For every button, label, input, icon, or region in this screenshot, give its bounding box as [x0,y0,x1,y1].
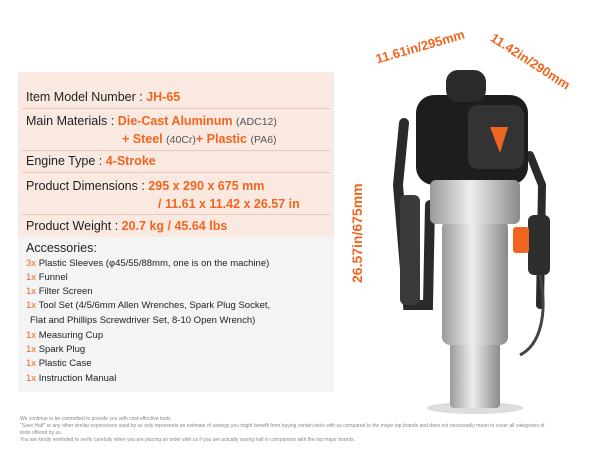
height-dimension-label: 26.57in/675mm [349,183,365,283]
depth-dimension-label: 11.42in/290mm [487,30,573,93]
footnote: "Save Half" or any other similar expressions used by us only represents an estimate of savings you might benefit from buying certain tools with us compared to the major top brands and does not necessarily mean to cover all categories of [20,423,545,429]
materials-value-2: + Steel [122,132,163,146]
main-tube [442,220,508,345]
weight-value: 20.7 kg / 45.64 lbs [121,219,228,233]
divider [22,150,330,151]
left-grip [400,195,420,305]
engine-base [430,180,520,224]
spec-dimensions [26,178,264,194]
materials-value-3: + Plastic [195,132,247,146]
accessory-item: 1x Measuring Cup [26,330,104,341]
footnote: We continue to be committed to provide you with cost-effective tools. [20,416,172,422]
spec-dimensions-line2 [158,196,300,212]
accessory-item: 3x Plastic Sleeves (φ45/55/88mm, one is on the machine) [26,258,270,269]
spec-model [26,89,180,105]
post-driver-image [370,55,570,420]
right-grip [528,215,550,275]
accessory-item: 1x Spark Plug [26,344,86,355]
spec-materials [26,113,277,130]
materials-note-3: (PA6) [250,134,277,146]
divider [22,172,330,173]
fuel-cap [446,70,486,102]
dimensions-line2: / 11.61 x 11.42 x 26.57 in [158,197,300,211]
dimensions-line1: 295 x 290 x 675 mm [148,179,265,193]
weight-label: Product Weight : [26,219,119,233]
spec-weight [26,218,227,234]
accessory-item: 1x Tool Set (4/5/6mm Allen Wrenches, Spark Plug Socket, [26,300,271,311]
model-label: Item Model Number : [26,90,143,104]
materials-label: Main Materials : [26,114,115,128]
dimensions-label: Product Dimensions : [26,179,145,193]
accessory-item: Flat and Phillips Screwdriver Set, 8-10 Open Wrench) [30,315,256,326]
model-value: JH-65 [146,90,181,104]
materials-note-1: (ADC12) [236,116,277,128]
footnote: You are kindly reminded to verify carefully when you are placing an order with us if you are actually saving half in comparison with the top major brands. [20,437,355,443]
divider [22,108,330,109]
materials-value-1: Die-Cast Aluminum [117,114,233,128]
spec-engine [26,153,156,169]
accessory-item: 1x Instruction Manual [26,373,117,384]
accessory-item: 1x Filter Screen [26,286,93,297]
engine-value: 4-Stroke [105,154,156,168]
accessory-item: 1x Funnel [26,272,68,283]
divider [22,214,330,215]
engine-label: Engine Type : [26,154,103,168]
footnote: tools offered by us. [20,430,63,436]
materials-note-2: (40Cr) [166,134,196,146]
throttle-trigger [513,227,529,253]
accessories-title: Accessories: [26,241,97,255]
bottom-sleeve [450,340,500,408]
accessory-item: 1x Plastic Case [26,358,92,369]
width-dimension-label: 11.61in/295mm [374,26,467,67]
spec-materials-line2 [122,131,277,148]
